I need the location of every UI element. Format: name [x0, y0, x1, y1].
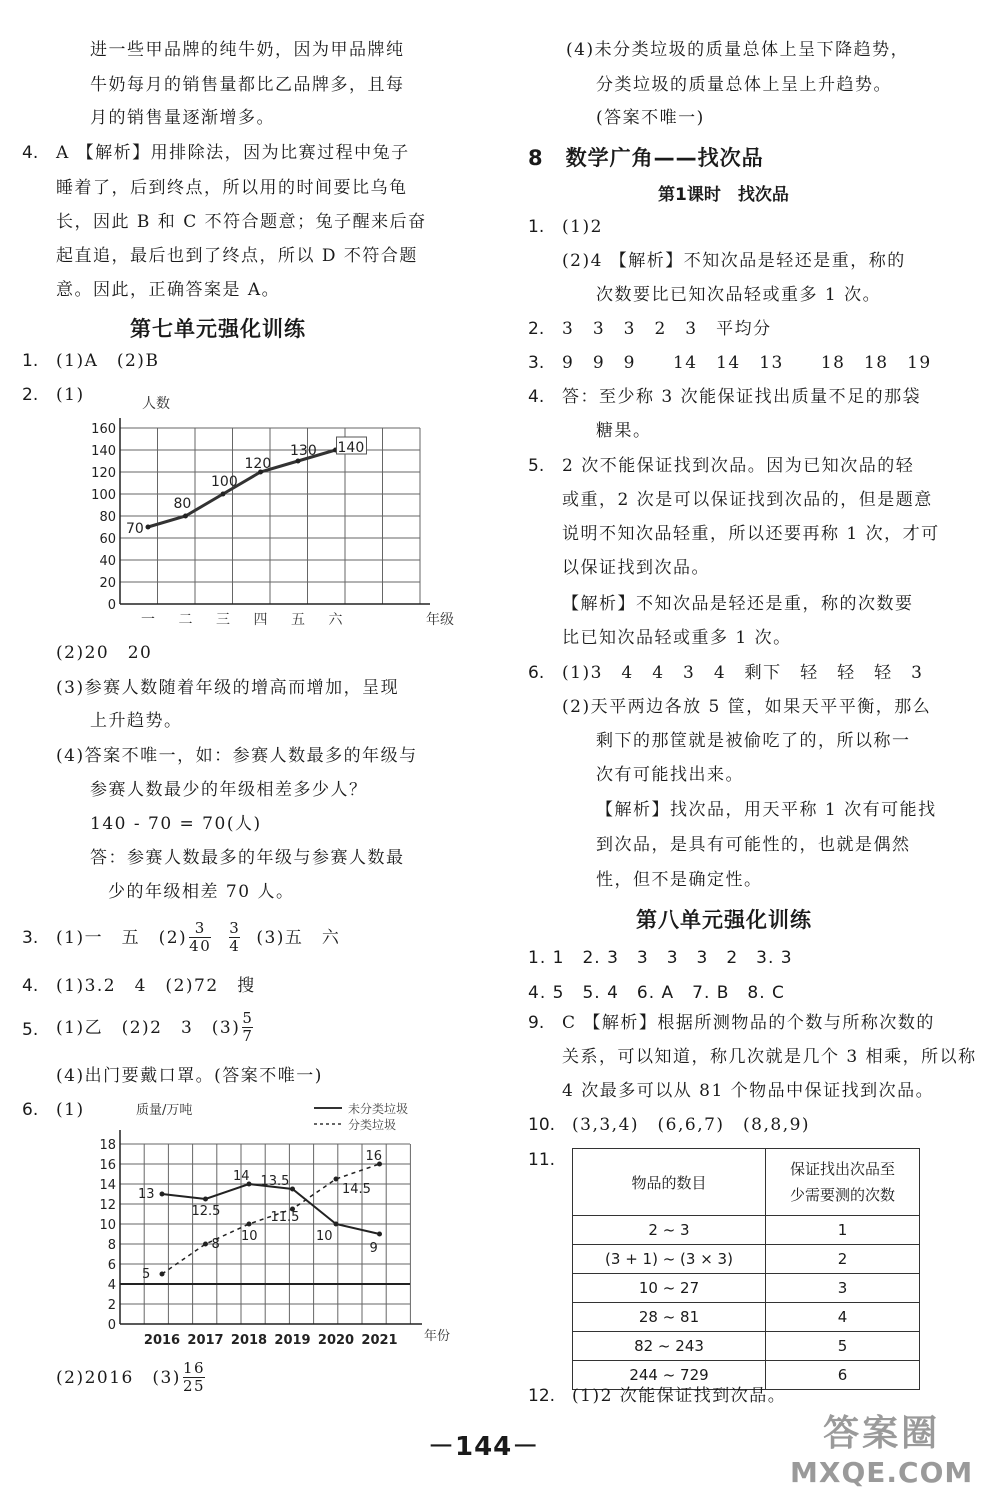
cell-times: 1 — [766, 1216, 920, 1245]
r2-number: 2. — [528, 319, 545, 339]
r10-text: (3,3,4) (6,6,7) (8,8,9) — [572, 1115, 811, 1135]
sorted-data-point — [247, 1222, 252, 1227]
a3-number: 3. — [22, 928, 39, 948]
y-tick-label: 60 — [99, 532, 116, 547]
q4-line-4: 起直追，最后也到了终点，所以 D 不符合题 — [56, 246, 418, 266]
unsorted-data-point — [290, 1187, 295, 1192]
watermark-logo — [790, 1405, 973, 1489]
a2-p3-line-1: (3)参赛人数随着年级的增高而增加，呈现 — [56, 678, 400, 698]
header-items: 物品的数目 — [573, 1149, 766, 1216]
y-tick-label: 140 — [91, 444, 116, 459]
a2-p4-line-2: 参赛人数最少的年级相差多少人？ — [90, 780, 368, 800]
cell-count: 2 ~ 3 — [573, 1216, 766, 1245]
r6-p2-line-2: 剩下的那筐就是被偷吃了的，所以称一 — [596, 731, 911, 751]
a3-part1: (1)一 五 (2) — [56, 927, 188, 948]
a6-p2-text: (2)2016 (3) — [56, 1367, 181, 1388]
a2-p3-line-2: 上升趋势。 — [90, 711, 183, 731]
r1-p1: (1)2 — [562, 217, 603, 237]
a1-text: (1)A (2)B — [56, 351, 160, 371]
q4-line-1: A 【解析】用排除法，因为比赛过程中兔子 — [56, 143, 410, 163]
x-tick-label: 2018 — [230, 1333, 268, 1348]
r6-p1: (1)3 4 4 3 4 剩下 轻 轻 轻 3 — [562, 663, 924, 683]
cell-times: 5 — [766, 1332, 920, 1361]
data-point — [146, 525, 151, 530]
r3-number: 3. — [528, 353, 545, 373]
a2-part: (1) — [56, 385, 85, 405]
page-number: －144－ — [428, 1432, 540, 1462]
intro-line-3: 月的销售量逐渐增多。 — [90, 108, 275, 128]
q4-number: 4. — [22, 143, 39, 163]
header-times-line-2: 少需要测的次数 — [789, 1186, 895, 1204]
unsorted-data-label: 13 — [138, 1187, 155, 1202]
watermark-main: 答案圈 — [823, 1413, 941, 1454]
r4-line-1: 答：至少称 3 次能保证找出质量不足的那袋 — [562, 387, 922, 407]
garbage-line-chart — [70, 1092, 460, 1352]
a2-p4-line-3: 140 - 70 = 70(人) — [90, 814, 262, 834]
watermark-sub: MXQE.COM — [790, 1456, 974, 1489]
a5-f-den: 7 — [242, 1027, 254, 1045]
sorted-data-label: 5 — [142, 1267, 151, 1282]
r5-jx-1: 【解析】不知次品是轻还是重，称的次数要 — [562, 594, 914, 614]
a5-text — [56, 1010, 255, 1045]
y-tick-label: 4 — [107, 1278, 116, 1293]
r7-line: 1. 1 2. 3 3 3 3 2 3. 3 — [528, 948, 793, 968]
unit7-title: 第七单元强化训练 — [130, 317, 306, 341]
sorted-data-label: 14.5 — [342, 1182, 371, 1197]
data-point — [221, 492, 226, 497]
r4-line-2: 糖果。 — [596, 421, 652, 441]
r9-line-2: 关系，可以知道，称几次就是几个 3 相乘，所以称 — [562, 1047, 977, 1067]
table-row — [573, 1332, 920, 1361]
legend-sorted-label: 分类垃圾 — [348, 1118, 397, 1132]
table-row — [573, 1303, 920, 1332]
r-p4-line-3: (答案不唯一) — [596, 108, 705, 128]
participants-line-chart — [70, 380, 454, 630]
data-label: 140 — [337, 440, 365, 456]
r6-p2-line-1: (2)天平两边各放 5 筐，如果天平平衡，那么 — [562, 697, 932, 717]
chart1-marks — [126, 437, 367, 537]
y-tick-label: 16 — [99, 1158, 116, 1173]
r6-jx-1: 【解析】找次品，用天平称 1 次有可能找 — [596, 800, 937, 820]
sorted-data-label: 8 — [211, 1237, 220, 1252]
x-tick-label: 2020 — [317, 1333, 355, 1348]
a4-text: (1)3.2 4 (2)72 搜 — [56, 976, 256, 996]
a3-f2-num: 3 — [229, 919, 241, 937]
x-tick-label: 二 — [178, 612, 193, 628]
q4-line-3: 长，因此 B 和 C 不符合题意；兔子醒来后奋 — [56, 212, 427, 232]
unsorted-data-label: 14 — [233, 1169, 250, 1184]
a6-part: (1) — [56, 1100, 85, 1120]
y-tick-label: 6 — [107, 1258, 116, 1273]
unsorted-data-point — [203, 1197, 208, 1202]
table-row — [573, 1274, 920, 1303]
a5-f-num: 5 — [242, 1009, 254, 1027]
y-tick-label: 10 — [99, 1218, 116, 1233]
r3-text: 9 9 9 14 14 13 18 18 19 — [562, 353, 932, 373]
a3-f1-num: 3 — [194, 919, 206, 937]
unsorted-data-label: 9 — [369, 1241, 378, 1256]
a3-text — [56, 920, 340, 955]
table-row — [573, 1216, 920, 1245]
unit8-title: 第八单元强化训练 — [636, 908, 812, 932]
r6-p2-line-3: 次有可能找出来。 — [596, 765, 744, 785]
lesson1-title: 第1课时 找次品 — [658, 185, 789, 205]
r1-number: 1. — [528, 217, 545, 237]
a3-f2-den: 4 — [229, 937, 241, 955]
a5-number: 5. — [22, 1020, 39, 1040]
a3-f1-den: 40 — [189, 937, 212, 955]
x-axis-label: 年份 — [424, 1329, 451, 1344]
intro-line-1: 进一些甲品牌的纯牛奶，因为甲品牌纯 — [90, 40, 405, 60]
a3-part3: (3)五 六 — [256, 927, 341, 948]
y-tick-label: 160 — [91, 422, 116, 437]
x-tick-label: 2017 — [187, 1333, 224, 1348]
unsorted-data-point — [377, 1232, 382, 1237]
r5-line-1: 2 次不能保证找到次品。因为已知次品的轻 — [562, 456, 915, 476]
r8-line: 4. 5 5. 4 6. A 7. B 8. C — [528, 983, 785, 1003]
q4-line-5: 意。因此，正确答案是 A。 — [56, 280, 281, 300]
r1-p2: (2)4 【解析】不知次品是轻还是重，称的 — [562, 251, 906, 271]
r10-number: 10. — [528, 1115, 556, 1135]
a5-fraction — [242, 1010, 253, 1045]
r1-p3: 次数要比已知次品轻或重多 1 次。 — [596, 285, 882, 305]
chart1-grid — [120, 428, 420, 604]
data-label: 120 — [244, 456, 272, 472]
y-tick-label: 120 — [91, 466, 116, 481]
cell-count: 28 ~ 81 — [573, 1303, 766, 1332]
data-label: 80 — [173, 496, 192, 512]
unsorted-data-label: 10 — [316, 1229, 333, 1244]
r9-line-3: 4 次最多可以从 81 个物品中保证找到次品。 — [562, 1081, 935, 1101]
r5-line-3: 说明不知次品轻重，所以还要再称 1 次，才可 — [562, 524, 940, 544]
x-tick-label: 2021 — [361, 1333, 398, 1348]
sorted-data-label: 11.5 — [270, 1210, 300, 1225]
chart2-marks — [138, 1149, 382, 1282]
chart1-axes — [91, 395, 454, 628]
r6-jx-2: 到次品，是具有可能性的，也就是偶然 — [596, 835, 911, 855]
table-header-row — [573, 1149, 920, 1216]
x-tick-label: 四 — [253, 612, 268, 628]
a2-p4-line-5: 少的年级相差 70 人。 — [108, 882, 295, 902]
cell-times: 4 — [766, 1303, 920, 1332]
table-row — [573, 1245, 920, 1274]
x-axis-label: 年级 — [426, 612, 454, 628]
a6-fraction — [183, 1360, 205, 1395]
cell-times: 3 — [766, 1274, 920, 1303]
unsorted-data-point — [334, 1222, 339, 1227]
r5-jx-2: 比已知次品轻或重多 1 次。 — [562, 628, 792, 648]
a4-number: 4. — [22, 976, 39, 996]
unsorted-data-point — [160, 1192, 165, 1197]
q4-line-2: 睡着了，后到终点，所以用的时间要比乌龟 — [56, 178, 408, 198]
intro-line-2: 牛奶每月的销售量都比乙品牌多，且每 — [90, 75, 405, 95]
a1-number: 1. — [22, 351, 39, 371]
cell-count: 244 ~ 729 — [573, 1361, 766, 1390]
cell-times: 2 — [766, 1245, 920, 1274]
sorted-data-label: 10 — [241, 1229, 258, 1244]
r5-number: 5. — [528, 456, 545, 476]
r5-line-4: 以保证找到次品。 — [562, 558, 710, 578]
data-label: 100 — [211, 474, 238, 490]
y-axis-label: 人数 — [142, 396, 170, 412]
y-tick-label: 0 — [107, 598, 116, 613]
unsorted-data-label: 12.5 — [191, 1204, 221, 1219]
x-tick-label: 2019 — [274, 1333, 311, 1348]
y-tick-label: 0 — [107, 1318, 116, 1333]
a2-p2: (2)20 20 — [56, 643, 153, 663]
a3-fraction-1 — [189, 920, 211, 955]
y-axis-label: 质量/万吨 — [136, 1103, 193, 1118]
cell-times: 6 — [766, 1361, 920, 1390]
r9-number: 9. — [528, 1013, 545, 1033]
r4-number: 4. — [528, 387, 545, 407]
a6-f-den: 25 — [182, 1377, 206, 1395]
cell-count: 82 ~ 243 — [573, 1332, 766, 1361]
sorted-data-point — [334, 1177, 339, 1182]
sorted-data-point — [203, 1242, 208, 1247]
unsorted-data-label: 13.5 — [260, 1174, 290, 1189]
a2-number: 2. — [22, 385, 39, 405]
x-tick-label: 三 — [216, 612, 230, 628]
header-times-line-1: 保证找出次品至 — [789, 1160, 895, 1178]
sorted-data-point — [160, 1272, 165, 1277]
y-tick-label: 100 — [91, 488, 116, 503]
chapter8-title: 8 数学广角——找次品 — [528, 146, 764, 170]
r-p4-line-1: (4)未分类垃圾的质量总体上呈下降趋势， — [566, 40, 910, 60]
y-tick-label: 20 — [99, 576, 116, 591]
a3-fraction-2 — [229, 920, 240, 955]
y-tick-label: 18 — [99, 1138, 116, 1153]
y-tick-label: 12 — [99, 1198, 116, 1213]
legend-unsorted-label: 未分类垃圾 — [348, 1102, 409, 1116]
cell-count: 10 ~ 27 — [573, 1274, 766, 1303]
y-tick-label: 40 — [99, 554, 116, 569]
chart2-grid — [120, 1144, 410, 1324]
data-label: 70 — [126, 521, 144, 537]
a2-p4-line-4: 答：参赛人数最多的年级与参赛人数最 — [90, 848, 405, 868]
r2-text: 3 3 3 2 3 平均分 — [562, 319, 772, 339]
data-point — [296, 459, 301, 464]
a6-number: 6. — [22, 1100, 39, 1120]
x-tick-label: 一 — [141, 612, 155, 628]
inspection-table — [572, 1148, 920, 1390]
sorted-data-label: 16 — [365, 1149, 383, 1164]
a6-f-num: 16 — [182, 1359, 206, 1377]
data-point — [183, 514, 188, 519]
y-tick-label: 2 — [107, 1298, 116, 1313]
y-tick-label: 80 — [99, 510, 116, 525]
cell-count: (3 + 1) ~ (3 × 3) — [573, 1245, 766, 1274]
r6-number: 6. — [528, 663, 545, 683]
r12-text: (1)2 次能保证找到次品。 — [572, 1386, 787, 1406]
y-tick-label: 14 — [99, 1178, 116, 1193]
x-tick-label: 2016 — [143, 1333, 181, 1348]
r9-line-1: C 【解析】根据所测物品的个数与所称次数的 — [562, 1013, 935, 1033]
y-tick-label: 8 — [107, 1238, 116, 1253]
r11-number: 11. — [528, 1150, 556, 1170]
data-label: 130 — [290, 443, 317, 459]
a5-p4: (4)出门要戴口罩。(答案不唯一) — [56, 1066, 323, 1086]
r12-number: 12. — [528, 1386, 556, 1406]
r-p4-line-2: 分类垃圾的质量总体上呈上升趋势。 — [596, 75, 892, 95]
a6-p2 — [56, 1360, 207, 1395]
header-times — [766, 1149, 920, 1216]
a2-p4-line-1: (4)答案不唯一，如：参赛人数最多的年级与 — [56, 746, 418, 766]
x-tick-label: 五 — [291, 612, 305, 628]
x-tick-label: 六 — [328, 612, 343, 628]
a5-part1: (1)乙 (2)2 3 (3) — [56, 1017, 241, 1038]
r6-jx-3: 性，但不是确定性。 — [596, 870, 763, 890]
r5-line-2: 或重，2 次是可以保证找到次品的，但是题意 — [562, 490, 933, 510]
